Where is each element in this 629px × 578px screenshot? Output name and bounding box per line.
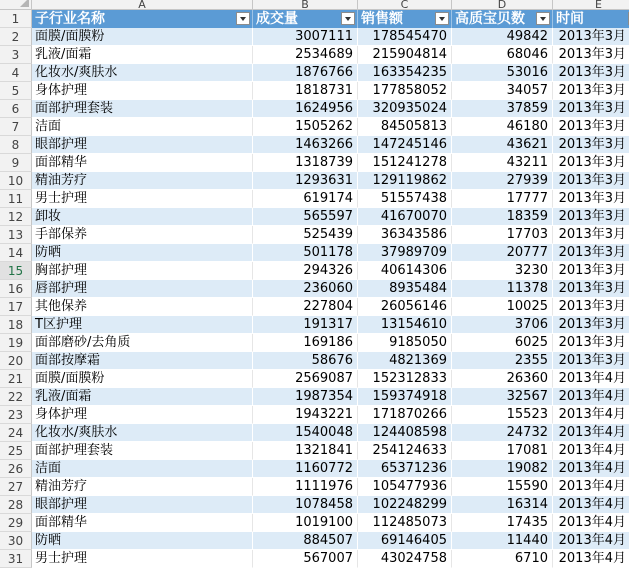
table-row[interactable] <box>0 100 629 118</box>
table-cell[interactable]: 身体护理 <box>32 82 253 100</box>
table-cell[interactable]: 69146405 <box>358 532 452 550</box>
row-header[interactable]: 23 <box>0 406 32 424</box>
table-row[interactable] <box>0 298 629 316</box>
row-header[interactable]: 4 <box>0 64 32 82</box>
table-cell[interactable]: 1987354 <box>253 388 358 406</box>
table-cell[interactable]: 1111976 <box>253 478 358 496</box>
table-cell[interactable]: 565597 <box>253 208 358 226</box>
column-header-b[interactable]: B <box>253 0 358 10</box>
column-header-cell[interactable] <box>358 10 452 28</box>
row-header[interactable]: 1 <box>0 10 32 28</box>
row-header[interactable]: 10 <box>0 172 32 190</box>
header-label: 成交量 <box>256 11 298 27</box>
table-cell[interactable]: 11378 <box>452 280 553 298</box>
row-header[interactable]: 13 <box>0 226 32 244</box>
filter-dropdown-button[interactable] <box>435 12 449 25</box>
table-cell[interactable]: 18359 <box>452 208 553 226</box>
table-cell[interactable]: 1943221 <box>253 406 358 424</box>
table-cell[interactable]: 525439 <box>253 226 358 244</box>
table-row[interactable] <box>0 172 629 190</box>
table-row[interactable] <box>0 460 629 478</box>
table-cell[interactable]: 1019100 <box>253 514 358 532</box>
table-cell[interactable]: 化妆水/爽肤水 <box>32 424 253 442</box>
row-header[interactable]: 6 <box>0 100 32 118</box>
table-cell[interactable]: 2013年3月 <box>553 136 629 154</box>
table-cell[interactable]: 17435 <box>452 514 553 532</box>
row-header[interactable]: 16 <box>0 280 32 298</box>
table-cell[interactable]: 2013年4月 <box>553 514 629 532</box>
table-cell[interactable]: 2013年4月 <box>553 370 629 388</box>
table-cell[interactable]: 105477936 <box>358 478 452 496</box>
header-label: 子行业名称 <box>35 11 105 27</box>
table-cell[interactable]: 2013年4月 <box>553 550 629 568</box>
table-cell[interactable]: 洁面 <box>32 118 253 136</box>
table-row[interactable] <box>0 28 629 46</box>
table-cell[interactable]: 26360 <box>452 370 553 388</box>
table-cell[interactable]: 501178 <box>253 244 358 262</box>
table-cell[interactable]: 320935024 <box>358 100 452 118</box>
table-row[interactable] <box>0 280 629 298</box>
table-cell[interactable]: 254124633 <box>358 442 452 460</box>
table-cell[interactable]: 2355 <box>452 352 553 370</box>
table-cell[interactable]: 65371236 <box>358 460 452 478</box>
table-cell[interactable]: 37989709 <box>358 244 452 262</box>
table-cell[interactable]: 精油芳疗 <box>32 478 253 496</box>
table-cell[interactable]: 2013年4月 <box>553 424 629 442</box>
row-header[interactable]: 5 <box>0 82 32 100</box>
table-cell[interactable]: 191317 <box>253 316 358 334</box>
table-row[interactable] <box>0 532 629 550</box>
table-cell[interactable]: 8935484 <box>358 280 452 298</box>
table-cell[interactable]: 2013年3月 <box>553 316 629 334</box>
row-header[interactable]: 26 <box>0 460 32 478</box>
table-cell[interactable]: 17703 <box>452 226 553 244</box>
row-header[interactable]: 29 <box>0 514 32 532</box>
table-cell[interactable]: 19082 <box>452 460 553 478</box>
column-header-a[interactable]: A <box>32 0 253 10</box>
table-cell[interactable]: 2013年3月 <box>553 226 629 244</box>
table-cell[interactable]: 身体护理 <box>32 406 253 424</box>
row-header[interactable]: 9 <box>0 154 32 172</box>
table-row[interactable] <box>0 136 629 154</box>
table-cell[interactable]: 177858052 <box>358 82 452 100</box>
row-header[interactable]: 3 <box>0 46 32 64</box>
table-cell[interactable]: 619174 <box>253 190 358 208</box>
table-cell[interactable]: 2013年3月 <box>553 64 629 82</box>
table-cell[interactable]: 面膜/面膜粉 <box>32 28 253 46</box>
table-cell[interactable]: 面部护理套装 <box>32 100 253 118</box>
row-header[interactable]: 17 <box>0 298 32 316</box>
table-cell[interactable]: 卸妆 <box>32 208 253 226</box>
table-cell[interactable]: 乳液/面霜 <box>32 46 253 64</box>
table-row[interactable] <box>0 46 629 64</box>
row-header[interactable]: 31 <box>0 550 32 568</box>
table-cell[interactable]: 152312833 <box>358 370 452 388</box>
table-cell[interactable]: 1818731 <box>253 82 358 100</box>
table-cell[interactable]: 精油芳疗 <box>32 172 253 190</box>
table-cell[interactable]: 215904814 <box>358 46 452 64</box>
table-cell[interactable]: 胸部护理 <box>32 262 253 280</box>
table-cell[interactable]: 面部磨砂/去角质 <box>32 334 253 352</box>
table-cell[interactable]: 17777 <box>452 190 553 208</box>
table-cell[interactable]: 68046 <box>452 46 553 64</box>
table-cell[interactable]: 防晒 <box>32 532 253 550</box>
row-header[interactable]: 30 <box>0 532 32 550</box>
table-row[interactable] <box>0 424 629 442</box>
table-cell[interactable]: 163354235 <box>358 64 452 82</box>
table-cell[interactable]: 3230 <box>452 262 553 280</box>
table-cell[interactable]: 2013年4月 <box>553 388 629 406</box>
table-cell[interactable]: 2534689 <box>253 46 358 64</box>
table-cell[interactable]: 男士护理 <box>32 550 253 568</box>
table-cell[interactable]: 面部护理套装 <box>32 442 253 460</box>
table-row[interactable] <box>0 82 629 100</box>
table-cell[interactable]: 手部保养 <box>32 226 253 244</box>
table-cell[interactable]: 15590 <box>452 478 553 496</box>
table-cell[interactable]: 884507 <box>253 532 358 550</box>
table-cell[interactable]: 化妆水/爽肤水 <box>32 64 253 82</box>
table-row[interactable] <box>0 478 629 496</box>
table-row[interactable] <box>0 64 629 82</box>
select-all-corner[interactable] <box>0 0 32 10</box>
table-cell[interactable]: 1505262 <box>253 118 358 136</box>
table-cell[interactable]: 2013年3月 <box>553 262 629 280</box>
column-header-d[interactable]: D <box>452 0 553 10</box>
table-cell[interactable]: 6025 <box>452 334 553 352</box>
table-cell[interactable]: 2013年3月 <box>553 154 629 172</box>
table-cell[interactable]: 2013年3月 <box>553 190 629 208</box>
column-header-cell[interactable] <box>553 10 629 28</box>
table-cell[interactable]: 46180 <box>452 118 553 136</box>
table-cell[interactable]: 129119862 <box>358 172 452 190</box>
table-cell[interactable]: 眼部护理 <box>32 496 253 514</box>
table-cell[interactable]: 2013年3月 <box>553 208 629 226</box>
header-label: 时间 <box>556 11 584 27</box>
filter-dropdown-button[interactable] <box>236 12 250 25</box>
row-header[interactable]: 15 <box>0 262 32 280</box>
table-cell[interactable]: 124408598 <box>358 424 452 442</box>
table-cell[interactable]: 2013年3月 <box>553 352 629 370</box>
table-cell[interactable]: 102248299 <box>358 496 452 514</box>
table-cell[interactable]: 26056146 <box>358 298 452 316</box>
row-header[interactable]: 8 <box>0 136 32 154</box>
row-header[interactable]: 11 <box>0 190 32 208</box>
table-cell[interactable]: 9185050 <box>358 334 452 352</box>
table-row[interactable] <box>0 190 629 208</box>
table-cell[interactable]: 男士护理 <box>32 190 253 208</box>
table-cell[interactable]: 2013年3月 <box>553 118 629 136</box>
table-row[interactable] <box>0 226 629 244</box>
filter-dropdown-button[interactable] <box>341 12 355 25</box>
row-header[interactable]: 7 <box>0 118 32 136</box>
table-cell[interactable]: 49842 <box>452 28 553 46</box>
table-cell[interactable]: 53016 <box>452 64 553 82</box>
table-row[interactable] <box>0 154 629 172</box>
table-cell[interactable]: 唇部护理 <box>32 280 253 298</box>
table-cell[interactable]: 面部精华 <box>32 154 253 172</box>
table-cell[interactable]: 2013年3月 <box>553 172 629 190</box>
table-cell[interactable]: 567007 <box>253 550 358 568</box>
table-cell[interactable]: 147245146 <box>358 136 452 154</box>
table-cell[interactable]: 112485073 <box>358 514 452 532</box>
table-cell[interactable]: 其他保养 <box>32 298 253 316</box>
table-cell[interactable]: 2013年3月 <box>553 46 629 64</box>
table-row[interactable] <box>0 118 629 136</box>
column-header-row <box>0 0 629 10</box>
table-cell[interactable]: 乳液/面霜 <box>32 388 253 406</box>
column-header-cell[interactable] <box>32 10 253 28</box>
row-header[interactable]: 2 <box>0 28 32 46</box>
table-cell[interactable]: 防晒 <box>32 244 253 262</box>
table-cell[interactable]: 41670070 <box>358 208 452 226</box>
table-cell[interactable]: 4821369 <box>358 352 452 370</box>
table-row[interactable] <box>0 406 629 424</box>
row-header[interactable]: 27 <box>0 478 32 496</box>
table-cell[interactable]: 2013年4月 <box>553 478 629 496</box>
table-row[interactable] <box>0 388 629 406</box>
table-cell[interactable]: 227804 <box>253 298 358 316</box>
table-cell[interactable]: 1293631 <box>253 172 358 190</box>
table-cell[interactable]: 1078458 <box>253 496 358 514</box>
table-cell[interactable]: 1624956 <box>253 100 358 118</box>
header-label: 高质宝贝数 <box>455 11 525 27</box>
table-cell[interactable]: 236060 <box>253 280 358 298</box>
table-cell[interactable]: 58676 <box>253 352 358 370</box>
table-cell[interactable]: 20777 <box>452 244 553 262</box>
table-cell[interactable]: 32567 <box>452 388 553 406</box>
table-cell[interactable]: 2013年4月 <box>553 406 629 424</box>
table-cell[interactable]: 1160772 <box>253 460 358 478</box>
table-cell[interactable]: 2013年4月 <box>553 442 629 460</box>
row-header[interactable]: 12 <box>0 208 32 226</box>
column-header-c[interactable]: C <box>358 0 452 10</box>
table-cell[interactable]: 36343586 <box>358 226 452 244</box>
table-cell[interactable]: 面部精华 <box>32 514 253 532</box>
table-row[interactable] <box>0 334 629 352</box>
row-header[interactable]: 18 <box>0 316 32 334</box>
table-cell[interactable]: 43211 <box>452 154 553 172</box>
table-cell[interactable]: 2013年3月 <box>553 82 629 100</box>
table-cell[interactable]: 17081 <box>452 442 553 460</box>
table-cell[interactable]: 3706 <box>452 316 553 334</box>
row-header[interactable]: 19 <box>0 334 32 352</box>
table-cell[interactable]: 1540048 <box>253 424 358 442</box>
table-cell[interactable]: 34057 <box>452 82 553 100</box>
table-cell[interactable]: 1876766 <box>253 64 358 82</box>
table-cell[interactable]: 1321841 <box>253 442 358 460</box>
header-label: 销售额 <box>361 11 403 27</box>
table-header-row <box>0 10 629 28</box>
column-header-e[interactable]: E <box>553 0 629 10</box>
row-header[interactable]: 22 <box>0 388 32 406</box>
table-row[interactable] <box>0 244 629 262</box>
table-cell[interactable]: 6710 <box>452 550 553 568</box>
table-cell[interactable]: 2013年3月 <box>553 100 629 118</box>
table-cell[interactable]: 2013年4月 <box>553 532 629 550</box>
table-cell[interactable]: 24732 <box>452 424 553 442</box>
row-header[interactable]: 20 <box>0 352 32 370</box>
table-row[interactable] <box>0 262 629 280</box>
table-cell[interactable]: 178545470 <box>358 28 452 46</box>
table-cell[interactable]: 2013年3月 <box>553 244 629 262</box>
table-cell[interactable]: 2013年3月 <box>553 280 629 298</box>
table-row[interactable] <box>0 208 629 226</box>
table-cell[interactable]: 2013年4月 <box>553 460 629 478</box>
table-cell[interactable]: 37859 <box>452 100 553 118</box>
table-cell[interactable]: 眼部护理 <box>32 136 253 154</box>
table-cell[interactable]: 3007111 <box>253 28 358 46</box>
filter-dropdown-button[interactable] <box>536 12 550 25</box>
table-cell[interactable]: 294326 <box>253 262 358 280</box>
column-header-cell[interactable] <box>452 10 553 28</box>
table-cell[interactable]: 15523 <box>452 406 553 424</box>
table-cell[interactable]: T区护理 <box>32 316 253 334</box>
table-row[interactable] <box>0 550 629 568</box>
table-cell[interactable]: 159374918 <box>358 388 452 406</box>
table-row[interactable] <box>0 442 629 460</box>
table-cell[interactable]: 169186 <box>253 334 358 352</box>
table-cell[interactable]: 51557438 <box>358 190 452 208</box>
table-row[interactable] <box>0 352 629 370</box>
table-cell[interactable]: 43024758 <box>358 550 452 568</box>
table-row[interactable] <box>0 496 629 514</box>
table-cell[interactable]: 2569087 <box>253 370 358 388</box>
table-cell[interactable]: 面膜/面膜粉 <box>32 370 253 388</box>
table-row[interactable] <box>0 370 629 388</box>
table-cell[interactable]: 2013年3月 <box>553 28 629 46</box>
table-cell[interactable]: 面部按摩霜 <box>32 352 253 370</box>
table-cell[interactable]: 13154610 <box>358 316 452 334</box>
table-cell[interactable]: 151241278 <box>358 154 452 172</box>
table-cell[interactable]: 84505813 <box>358 118 452 136</box>
row-header[interactable]: 14 <box>0 244 32 262</box>
table-cell[interactable]: 2013年4月 <box>553 496 629 514</box>
table-cell[interactable]: 43621 <box>452 136 553 154</box>
table-cell[interactable]: 11440 <box>452 532 553 550</box>
table-cell[interactable]: 2013年3月 <box>553 334 629 352</box>
table-cell[interactable]: 171870266 <box>358 406 452 424</box>
table-cell[interactable]: 40614306 <box>358 262 452 280</box>
column-header-cell[interactable] <box>253 10 358 28</box>
row-header[interactable]: 25 <box>0 442 32 460</box>
table-cell[interactable]: 1318739 <box>253 154 358 172</box>
table-cell[interactable]: 洁面 <box>32 460 253 478</box>
table-cell[interactable]: 27939 <box>452 172 553 190</box>
table-row[interactable] <box>0 316 629 334</box>
table-cell[interactable]: 10025 <box>452 298 553 316</box>
table-cell[interactable]: 1463266 <box>253 136 358 154</box>
row-header[interactable]: 24 <box>0 424 32 442</box>
row-header[interactable]: 28 <box>0 496 32 514</box>
table-row[interactable] <box>0 514 629 532</box>
table-cell[interactable]: 16314 <box>452 496 553 514</box>
table-cell[interactable]: 2013年3月 <box>553 298 629 316</box>
row-header[interactable]: 21 <box>0 370 32 388</box>
